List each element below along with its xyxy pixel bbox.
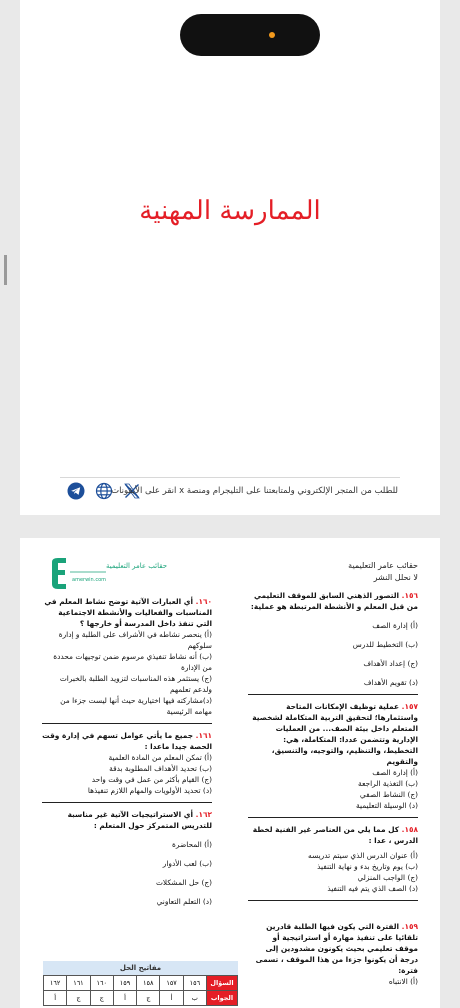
table-cell: ١٦٠ [90, 976, 113, 991]
table-cell: ب [183, 991, 206, 1006]
notch-dot [269, 32, 275, 38]
header-note: لا نحلل النشر [373, 573, 418, 582]
question-label: السؤال [207, 976, 238, 991]
option: (أ) إدارة الصف [372, 768, 418, 777]
divider [248, 817, 418, 818]
divider [248, 900, 418, 901]
option: (ج) النشاط الصفي [359, 790, 418, 799]
table-cell: أ [44, 991, 67, 1006]
telegram-icon[interactable] [67, 482, 85, 500]
option: (أ) عنوان الدرس الذي سيتم تدريسه [308, 851, 418, 860]
table-cell: أ [113, 991, 136, 1006]
option: (د) تقويم الأهداف [363, 678, 418, 687]
option: (د) التعلم التعاوني [156, 897, 212, 906]
divider [42, 723, 212, 724]
cover-page [20, 0, 440, 515]
option: (ج) حل المشكلات [155, 878, 212, 887]
option: (ب) التخطيط للدرس [352, 640, 418, 649]
table-row [44, 976, 238, 991]
option: (أ) ينحصر نشاطه في الأشراف على الطلبة و إدارة سلوكهم [58, 630, 212, 650]
divider [248, 694, 418, 695]
option: (أ) إدارة الصف [372, 621, 418, 630]
option: (ب) التغذية الراجعة [358, 779, 418, 788]
logo-text: حقائب عامر التعليمية [106, 562, 168, 570]
option: (أ) المحاضرة [172, 840, 212, 849]
footer-divider [60, 477, 400, 478]
option: (د) الوسيلة التعليمية [356, 801, 418, 810]
option: (د)مشاركته فيها اختيارية حيث أنها ليست جزءا من مهامه الرئيسية [60, 696, 212, 716]
question-157: ١٥٧. عملية توظيف الإمكانات المتاحة واستثمارها؛ لتحقيق التربية المتكاملة لشخصية المتعلم داخل بيئة الصف... من العمليات الإدارية وتتضمن عددا: المتكاملة، هي: التخطيط، والتنظيم، والتوجيه، والتنسيق، والتقويم (أ) إدارة الصف (ب) التغذية الراجعة (ج) النشاط الصفي (د) الوسيلة التعليمية [248, 701, 418, 811]
table-cell: أ [160, 991, 183, 1006]
table-row [44, 991, 238, 1006]
option: (ب) لعب الأدوار [162, 859, 212, 868]
brand-logo [48, 556, 168, 592]
scroll-indicator[interactable] [4, 255, 7, 285]
table-cell: ١٥٦ [183, 976, 206, 991]
option: (د) الصف الذي يتم فيه التنفيذ [327, 884, 418, 893]
option: (ج) القيام بأكثر من عمل في وقت واحد [91, 775, 212, 784]
logo-sub: amerwin.com [72, 577, 106, 583]
camera-notch [180, 14, 320, 56]
answer-key-title: مفاتيح الحل [43, 961, 238, 975]
question-159: ١٥٩. الفترة التي يكون فيها الطلبة قادرين تلقائيا على تنفيذ مهارة أو استراتيجية أو موقف تعليمي بحيث يكونون مشدودين إلى درجة أن يكونوا جزءا من هذا الموقف ، تسمى فترة: (أ) الانتباه [248, 921, 418, 987]
table-cell: ج [90, 991, 113, 1006]
option: (ب) تحديد الأهداف المطلوبة بدقة [109, 764, 212, 773]
option: (د) تحديد الأولويات والمهام اللازم تنفيذها [87, 786, 212, 795]
answer-label: الجواب [207, 991, 238, 1006]
option: (ج) إعداد الأهداف [363, 659, 418, 668]
question-156: ١٥٦. التصور الذهني السابق للموقف التعليمي من قبل المعلم و الأنشطة المرتبطة هو عملية: (أ) إدارة الصف (ب) التخطيط للدرس (ج) إعداد الأهداف (د) تقويم الأهداف [248, 590, 418, 688]
footer-link-text[interactable]: للطلب من المتجر الإلكتروني ولمتابعتنا على التليجرام ومنصة x انقر على الأيقونات [111, 486, 398, 496]
table-cell: ١٥٨ [137, 976, 160, 991]
table-cell: ج [137, 991, 160, 1006]
page-title: الممارسة المهنية [139, 196, 321, 226]
question-162: ١٦٢. أي الاستراتيجيات الآتية غير مناسبة للتدريس المتمركز حول المتعلم : (أ) المحاضرة (ب) لعب الأدوار (ج) حل المشكلات (د) التعلم التعاوني [42, 809, 212, 907]
answer-key [43, 961, 238, 1006]
option: (أ) تمكن المعلم من المادة العلمية [108, 753, 212, 762]
page-header [348, 560, 418, 584]
questions-page [20, 538, 440, 1008]
question-160: ١٦٠. أي العبارات الآتية توضح نشاط المعلم في المناسبات والفعاليات والأنشطة الاجتماعية التي تنفذ داخل المدرسة أو خارجها ؟ (أ) ينحصر نشاطه في الأشراف على الطلبة و إدارة سلوكهم (ب) أنه نشاط تنفيذي مرسوم ضمن توجيهات محددة من الإدارة (ج) يستثمر هذه المناسبات لتزويد الطلبة بالخبرات ولدعم تعلمهم (د)مشاركته فيها اختيارية حيث أنها ليست جزءا من مهامه الرئيسية [42, 596, 212, 717]
option: (أ) الانتباه [388, 977, 418, 986]
table-cell: ج [67, 991, 90, 1006]
question-158: ١٥٨. كل مما يلي من العناصر غير الفنية لخطة الدرس ، عدا : (أ) عنوان الدرس الذي سيتم تدريسه (ب) يوم وتاريخ بدء و نهاية التنفيذ (ج) الواجب المنزلي (د) الصف الذي يتم فيه التنفيذ [248, 824, 418, 894]
option: (ج) الواجب المنزلي [357, 873, 418, 882]
table-cell: ١٥٧ [160, 976, 183, 991]
option: (ب) يوم وتاريخ بدء و نهاية التنفيذ [317, 862, 418, 871]
answer-key-table [43, 975, 238, 1006]
table-cell: ١٦٢ [44, 976, 67, 991]
header-brand: حقائب عامر التعليمية [348, 561, 418, 570]
table-cell: ١٥٩ [113, 976, 136, 991]
right-column [248, 590, 418, 987]
divider [42, 802, 212, 803]
question-161: ١٦١. جميع ما يأتي عوامل تسهم في إدارة وقت الحصة جيدا ماعدا : (أ) تمكن المعلم من المادة العلمية (ب) تحديد الأهداف المطلوبة بدقة (ج) القيام بأكثر من عمل في وقت واحد (د) تحديد الأولويات والمهام اللازم تنفيذها [42, 731, 212, 795]
option: (ب) أنه نشاط تنفيذي مرسوم ضمن توجيهات محددة من الإدارة [53, 652, 212, 672]
left-column [42, 596, 212, 907]
table-cell: ١٦١ [67, 976, 90, 991]
option: (ج) يستثمر هذه المناسبات لتزويد الطلبة بالخبرات ولدعم تعلمهم [59, 674, 212, 694]
